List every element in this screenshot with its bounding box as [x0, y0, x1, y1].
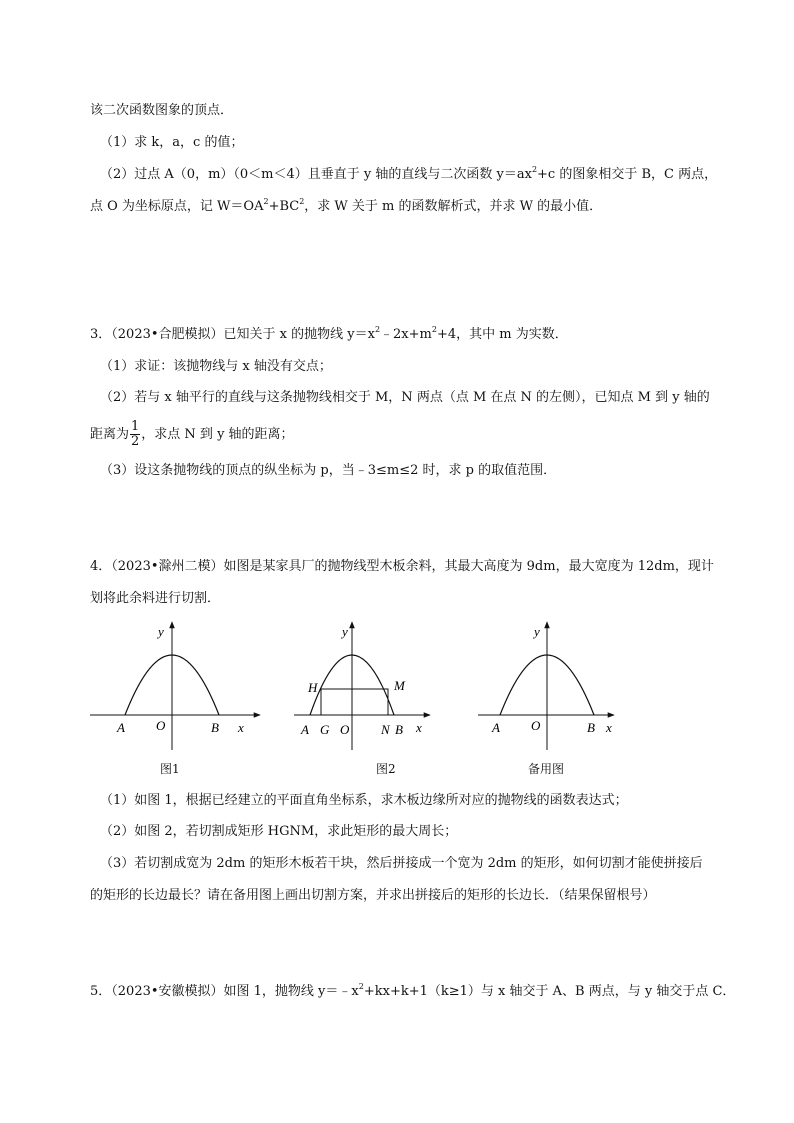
point-h-label: H: [308, 680, 318, 695]
fraction-one-half: $\frac{1}{2}$: [131, 419, 140, 449]
p3-question-2-cont: 距离为 $\frac{1}{2}$ ，求点 N 到 y 轴的距离；: [90, 419, 294, 449]
p2-question-2: （2）过点 A（0，m）（0＜m＜4）且垂直于 y 轴的直线与二次函数 $y=ax^2+c$ 的图象相交于 B，C 两点，: [100, 165, 718, 182]
origin-label: O: [340, 722, 350, 737]
point-b-label: B: [587, 720, 595, 735]
p4-stem: 4．（2023•滁州二模）如图是某家具厂的抛物线型木板余料，其最大高度为 9dm，最大宽度为 12dm，现计: [90, 559, 714, 574]
figure-spare-caption: 备用图: [528, 762, 565, 776]
figure-spare: [476, 618, 626, 758]
point-b-label: B: [211, 720, 219, 735]
point-g-label: G: [320, 722, 330, 737]
x-label: x: [238, 720, 244, 735]
p2-question-1: （1）求 k，a，c 的值；: [100, 135, 244, 150]
point-m-label: M: [394, 678, 405, 693]
figure-2: [292, 618, 442, 758]
p4-question-1: （1）如图 1，根据已经建立的平面直角坐标系，求木板边缘所对应的抛物线的函数表达式；: [100, 793, 628, 808]
p5-stem: 5．（2023•安徽模拟）如图 1，抛物线 $y=﹣x^2+kx+k+1(k\ge 1)$与 x 轴交于 A、B 两点，与 y 轴交于点 C．: [90, 982, 736, 999]
x-label: x: [606, 720, 612, 735]
p4-question-2: （2）如图 2，若切割成矩形 HGNM，求此矩形的最大周长；: [100, 824, 458, 839]
origin-label: O: [531, 718, 541, 733]
y-label: y: [534, 624, 540, 639]
figure-1: [88, 618, 268, 758]
point-a-label: A: [117, 720, 125, 735]
x-label: x: [416, 720, 422, 735]
figure-1-caption: 图1: [160, 762, 180, 776]
p3-stem: 3．（2023•合肥模拟）已知关于 x 的抛物线 $y=x^2﹣2x+m^2+4$，其中 m 为实数．: [90, 325, 568, 342]
p3-question-2: （2）若与 x 轴平行的直线与这条抛物线相交于 M，N 两点（点 M 在点 N 的左侧），已知点 M 到 y 轴的: [100, 390, 710, 405]
figure-2-caption: 图2: [376, 762, 396, 776]
p3-question-1: （1）求证：该抛物线与 x 轴没有交点；: [100, 359, 332, 374]
p4-question-3-cont: 的矩形的长边最长？请在备用图上画出切割方案，并求出拼接后的矩形的长边长．（结果保留根号）: [90, 888, 656, 903]
point-b-label: B: [395, 722, 403, 737]
p2-line-1: 该二次函数图象的顶点．: [90, 103, 234, 118]
p4-stem-cont: 划将此余料进行切割．: [90, 591, 221, 606]
p4-question-3: （3）若切割成宽为 2dm 的矩形木板若干块，然后拼接成一个宽为 2dm 的矩形，如何切割才能使拼接后: [100, 856, 703, 871]
p2-question-2-cont: 点 O 为坐标原点，记 $W=OA^2+BC^2$，求 W 关于 m 的函数解析式，并求 W 的最小值．: [90, 197, 603, 214]
point-a-label: A: [301, 722, 309, 737]
y-label: y: [342, 624, 348, 639]
point-a-label: A: [492, 720, 500, 735]
p3-question-3: （3）设这条抛物线的顶点的纵坐标为 p，当﹣3≤m≤2 时，求 p 的取值范围．: [100, 463, 557, 478]
point-n-label: N: [381, 722, 390, 737]
rectangle-hgnm: [321, 689, 388, 715]
y-label: y: [158, 624, 164, 639]
origin-label: O: [156, 718, 166, 733]
